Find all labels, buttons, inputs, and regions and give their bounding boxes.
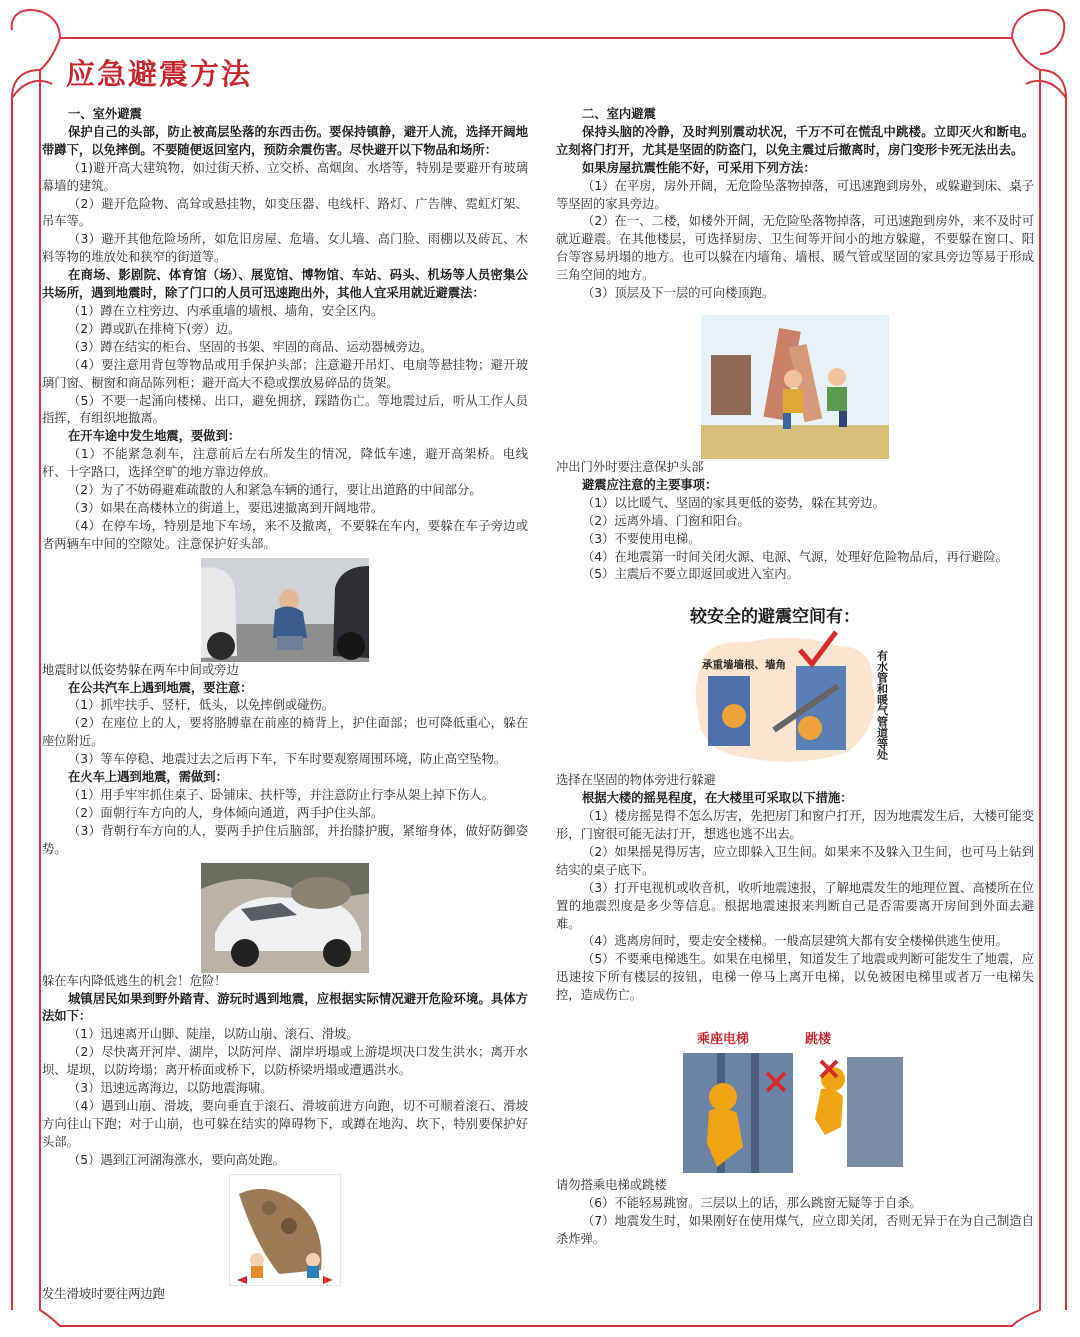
jump-label: 跳楼 (805, 1032, 832, 1048)
list-item: （3）顶层及下一层的可向楼顶跑。 (582, 286, 775, 301)
figure-caption: 躲在车内降低逃生的机会！危险！ (42, 973, 227, 988)
list-item: （2）如果摇晃得厉害，应立即躲入卫生间。如果来不及躲入卫生间，也可马上钻到结实的桌子底下。 (556, 844, 1034, 877)
list-item: （2）蹲或趴在排椅下(旁）边。 (68, 321, 241, 336)
list-item: （1）楼房摇晃得不怎么厉害，先把房门和窗户打开，因为地震发生后，大楼可能变形，门窗很可能无法打开，想逃也逃不出去。 (556, 809, 1034, 842)
notes-heading: 避震应注意的主要事项： (582, 477, 718, 492)
list-item: （4）遇到山崩、滑坡，要向垂直于滚石、滑坡前进方向跑，切不可顺着滚石、滑坡方向往山下跑；对于山崩，也可躲在结实的障碍物下，或蹲在地沟、坎下，特别要保护好头部。 (42, 1098, 528, 1149)
list-item: （2）避开危险物、高耸或悬挂物，如变压器、电线杆、路灯、广告牌、霓虹灯架、吊车等。 (42, 196, 528, 229)
left-column (42, 106, 528, 1304)
list-item: （1）在平房，房外开阔，无危险坠落物掉落，可迅速跑到房外，或躲避到床、桌子等坚固的家具旁边。 (556, 178, 1034, 211)
list-item: （3）如果在高楼林立的街道上，要迅速撤离到开阔地带。 (68, 500, 384, 515)
outdoor-heading: 一、室外避震 (68, 107, 142, 121)
list-item: （3）迅速远离海边，以防地震海啸。 (68, 1081, 273, 1096)
list-item: （6）不能轻易跳窗。三层以上的话，那么跳窗无疑等于自杀。 (582, 1196, 922, 1210)
train-heading: 在火车上遇到地震，需做到： (68, 770, 228, 785)
crushed-car-illustration (201, 863, 369, 973)
list-item: （1）不能紧急刹车，注意前后左右所发生的情况，降低车速，避开高架桥。电线杆、十字路口，选择空旷的地方靠边停放。 (42, 447, 528, 480)
list-item: （5）不要乘电梯逃生。如果在电梯里，知道发生了地震或判断可能发生了地震，应迅速按下所有楼层的按钮，电梯一停马上离开电梯，以免被困电梯里或者万一电梯失控，造成伤亡。 (556, 952, 1034, 1003)
list-item: （5）遇到江河湖海涨水，要向高处跑。 (68, 1152, 285, 1167)
list-item: （4）在地震第一时间关闭火源、电源、气源，处理好危险物品后，再行避险。 (582, 549, 1008, 564)
list-item: （1)避开高大建筑物，如过街天桥、立交桥、高烟囱、水塔等，特别是要避开有玻璃幕墙的建筑。 (42, 160, 528, 193)
list-item: （1）用手牢牢抓住桌子、卧铺床、扶杆等，并注意防止行李从架上掉下伤人。 (68, 788, 494, 802)
list-item: （2）在一、二楼，如楼外开阔，无危险坠落物掉落，可迅速跑到房外，来不及时可就近避震。在其他楼层，可选择厨房、卫生间等开间小的地方躲避，不要躲在窗口、阳台等容易坍塌的地方。也可以躲在内墙角、墙根、暖气管或坚固的家具旁边等易于形成三角空间的地方。 (556, 214, 1034, 283)
figure-caption: 地震时以低姿势躲在两车中间或旁边 (42, 662, 239, 677)
list-item: （3）等车停稳、地震过去之后再下车，下车时要观察周围环境，防止高空坠物。 (68, 752, 507, 767)
list-item: （1）以比暖气、坚固的家具更低的姿势，躲在其旁边。 (582, 495, 885, 510)
list-item: （3）蹲在结实的柜台、坚固的书架、牢固的商品、运动器械旁边。 (68, 339, 433, 354)
list-item: （4）逃离房间时，要走安全楼梯。一般高层建筑大都有安全楼梯供逃生使用。 (582, 934, 1008, 949)
list-item: （3）背朝行车方向的人，要两手护住后脑部，并抬膝护腹，紧缩身体，做好防御姿势。 (42, 823, 528, 856)
figure-caption: 选择在坚固的物体旁进行躲避 (556, 773, 716, 788)
load-bearing-wall-label: 承重墙墙根、墙角 (702, 659, 786, 672)
elevator-label: 乘座电梯 (697, 1032, 750, 1048)
driving-heading: 在开车途中发生地震，要做到： (68, 429, 241, 444)
public-places-intro: 在商场、影剧院、体育馆（场）、展览馆、博物馆、车站、码头、机场等人员密集公共场所，遇到地震时，除了门口的人员可迅速跑出外，其他人宜采用就近避震法： (42, 268, 528, 301)
list-item: （2）远离外墙、门窗和阳台。 (582, 513, 750, 528)
list-item: （2）面朝行车方向的人，身体倾向通道，两手护住头部。 (68, 805, 384, 820)
list-item: （1）蹲在立柱旁边、内承重墙的墙根、墙角，安全区内。 (68, 303, 384, 318)
list-item: （2）在座位上的人，要将胳膊靠在前座的椅背上，护住面部；也可降低重心，躲在座位附近。 (42, 716, 528, 749)
list-item: （3）避开其他危险场所，如危旧房屋、危墙、女儿墙、高门脸、雨棚以及砖瓦、木料等物的堆放处和狭窄的街道等。 (42, 232, 528, 265)
method-heading: 如果房屋抗震性能不好，可采用下列方法： (582, 160, 816, 175)
indoor-intro: 保持头脑的冷静，及时判别震动状况，千万不可在慌乱中跳楼。立即灭火和断电。立刻将门打开，尤其是坚固的防盗门，以免主震过后撤离时，房门变形卡死无法出去。 (556, 124, 1034, 157)
list-item: （1）抓牢扶手、竖杆，低头，以免摔倒或碰伤。 (68, 698, 335, 713)
list-item: （2）尽快离开河岸、湖岸，以防河岸、湖岸坍塌或上游堤坝决口发生洪水；离开水坝、堤坝，以防垮塌；离开桥面或桥下，以防桥梁坍塌或遭遇洪水。 (42, 1045, 528, 1078)
list-item: （7）地震发生时，如果刚好在使用煤气，应立即关闭，否则无异于在为自己制造自杀炸弹。 (556, 1213, 1034, 1246)
landslide-run-sideways-illustration (229, 1174, 341, 1286)
list-item: （4）在停车场，特别是地下车场，来不及撤离，不要躲在车内，要躲在车子旁边或者两辆车中间的空隙处。注意保护好头部。 (42, 518, 528, 551)
pipes-label: 有水管和暖气管道等处 (875, 650, 889, 761)
figure-caption: 发生滑坡时要往两边跑 (42, 1286, 165, 1301)
right-column (556, 106, 1034, 1249)
no-elevator-no-jumping-illustration (677, 1027, 913, 1177)
list-item: （3）打开电视机或收音机，收听地震速报，了解地震发生的地理位置、高楼所在位置的地震烈度是多少等信息。根据地震速报来判断自己是否需要离开房间到外面去避难。 (556, 880, 1034, 931)
crouch-between-cars-illustration (201, 558, 369, 662)
figure-caption: 请勿搭乘电梯或跳楼 (556, 1178, 667, 1193)
indoor-heading: 二、室内避震 (582, 107, 656, 121)
list-item: （2）为了不妨碍避难疏散的人和紧急车辆的通行，要让出道路的中间部分。 (68, 483, 482, 498)
run-out-protect-head-illustration (701, 315, 889, 459)
list-item: （3）不要使用电梯。 (582, 531, 701, 546)
building-heading: 根据大楼的摇晃程度，在大楼里可采取以下措施： (582, 791, 853, 806)
page-title: 应急避震方法 (66, 57, 253, 91)
field-intro: 城镇居民如果到野外踏青、游玩时遇到地震，应根据实际情况避开危险环境。具体方法如下： (42, 991, 528, 1024)
outdoor-intro: 保护自己的头部，防止被高层坠落的东西击伤。要保持镇静，避开人流，选择开阔地带蹲下，以免摔倒。不要随便返回室内，预防余震伤害。尽快避开以下物品和场所： (42, 124, 528, 157)
list-item: （1）迅速离开山脚、陡崖，以防山崩、滚石、滑坡。 (68, 1027, 359, 1042)
figure-caption: 冲出门外时要注意保护头部 (556, 459, 704, 474)
list-item: （5）主震后不要立即返回或进入室内。 (582, 567, 799, 582)
list-item: （5）不要一起涌向楼梯、出口，避免拥挤，踩踏伤亡。等地震过后，听从工作人员指挥，有组织地撤离。 (42, 393, 528, 426)
safe-space-headline: 较安全的避震空间有： (690, 607, 860, 628)
bus-heading: 在公共汽车上遇到地震，要注意： (68, 680, 253, 695)
list-item: （4）要注意用背包等物品或用手保护头部；注意避开吊灯、电扇等悬挂物；避开玻璃门窗、橱窗和商品陈列柜；避开高大不稳或摆放易碎品的货架。 (42, 357, 528, 390)
safe-spaces-illustration (688, 602, 902, 772)
